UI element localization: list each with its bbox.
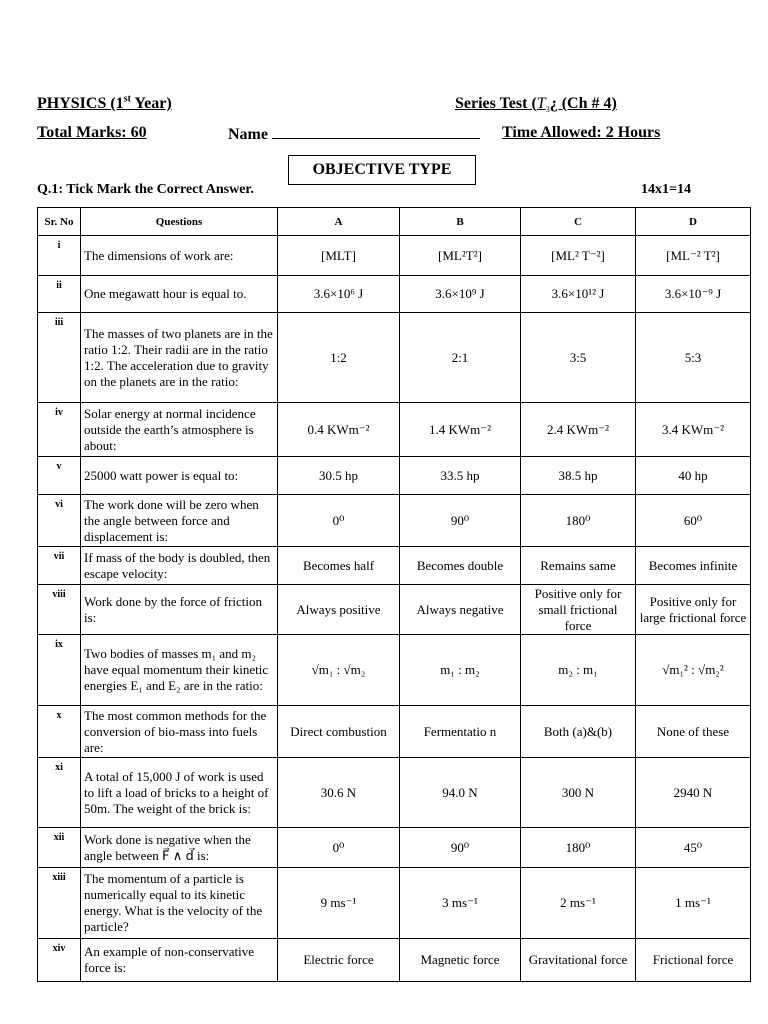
option-a-cell: √m₁ : √m₂ — [278, 635, 400, 706]
question-cell: Solar energy at normal incidence outside the earth’s atmosphere is about: — [81, 403, 278, 457]
option-d-cell: Frictional force — [636, 939, 751, 982]
subject-text: PHYSICS (1 — [37, 95, 124, 112]
option-d-cell: 40 hp — [636, 457, 751, 495]
marks-formula: 14x1=14 — [641, 182, 691, 197]
option-d-cell: 3.6×10⁻⁹ J — [636, 276, 751, 313]
header-option-d: D — [636, 208, 751, 236]
table-row — [38, 495, 751, 547]
option-c-cell: Both (a)&(b) — [521, 706, 636, 758]
row-number: ix — [38, 635, 81, 706]
series-subscript: 3 — [545, 105, 550, 115]
row-number: i — [38, 236, 81, 276]
table-row — [38, 706, 751, 758]
header-option-a: A — [278, 208, 400, 236]
objective-type-box: OBJECTIVE TYPE — [288, 155, 476, 185]
row-number: vii — [38, 547, 81, 585]
name-blank-line — [272, 124, 480, 139]
option-a-cell: 1:2 — [278, 313, 400, 403]
option-c-cell: 3:5 — [521, 313, 636, 403]
option-b-cell: Becomes double — [400, 547, 521, 585]
table-row — [38, 457, 751, 495]
name-label: Name — [228, 126, 268, 143]
option-c-cell: 300 N — [521, 758, 636, 828]
table-row — [38, 313, 751, 403]
header-sr-no: Sr. No — [38, 208, 81, 236]
table-row — [38, 547, 751, 585]
total-marks: Total Marks: 60 — [37, 124, 147, 141]
table-row — [38, 758, 751, 828]
row-number: xii — [38, 828, 81, 868]
row-number: xiii — [38, 868, 81, 939]
row-number: ii — [38, 276, 81, 313]
option-b-cell: 3.6×10⁹ J — [400, 276, 521, 313]
option-d-cell: Positive only for large frictional force — [636, 585, 751, 635]
option-b-cell: [ML²T²] — [400, 236, 521, 276]
header-questions: Questions — [81, 208, 278, 236]
option-c-cell: 2 ms⁻¹ — [521, 868, 636, 939]
question-cell: Work done is negative when the angle between F⃗ ∧ d⃗ is: — [81, 828, 278, 868]
option-b-cell: 90⁰ — [400, 495, 521, 547]
option-c-cell: 180⁰ — [521, 495, 636, 547]
row-number: iii — [38, 313, 81, 403]
option-c-cell: Positive only for small frictional force — [521, 585, 636, 635]
table-header-row — [38, 208, 751, 236]
row-number: x — [38, 706, 81, 758]
option-a-cell: 30.6 N — [278, 758, 400, 828]
series-test-title — [455, 95, 617, 113]
question-cell: An example of non-conservative force is: — [81, 939, 278, 982]
option-a-cell: Always positive — [278, 585, 400, 635]
subject-sup: st — [123, 93, 131, 105]
table-row — [38, 828, 751, 868]
question-cell: The most common methods for the conversion of bio-mass into fuels are: — [81, 706, 278, 758]
option-c-cell: 180⁰ — [521, 828, 636, 868]
option-d-cell: √m₁² : √m₂² — [636, 635, 751, 706]
row-number: v — [38, 457, 81, 495]
option-d-cell: 45⁰ — [636, 828, 751, 868]
time-allowed: Time Allowed: 2 Hours — [502, 124, 661, 141]
table-row — [38, 939, 751, 982]
option-c-cell: 38.5 hp — [521, 457, 636, 495]
question-cell: Two bodies of masses m₁ and m₂ have equal momentum their kinetic energies E₁ and E₂ are in the ratio: — [81, 635, 278, 706]
question-cell: If mass of the body is doubled, then escape velocity: — [81, 547, 278, 585]
option-d-cell: None of these — [636, 706, 751, 758]
subject-title — [37, 95, 172, 113]
row-number: xi — [38, 758, 81, 828]
option-b-cell: 90⁰ — [400, 828, 521, 868]
question-cell: The work done will be zero when the angle between force and displacement is: — [81, 495, 278, 547]
option-b-cell: Always negative — [400, 585, 521, 635]
table-row — [38, 403, 751, 457]
option-b-cell: 2:1 — [400, 313, 521, 403]
table-row — [38, 236, 751, 276]
option-b-cell: m₁ : m₂ — [400, 635, 521, 706]
questions-table — [37, 207, 751, 982]
header-option-c: C — [521, 208, 636, 236]
option-a-cell: 3.6×10⁶ J — [278, 276, 400, 313]
series-prefix: Series Test ( — [455, 95, 537, 112]
option-d-cell: 1 ms⁻¹ — [636, 868, 751, 939]
option-c-cell: 3.6×10¹² J — [521, 276, 636, 313]
option-a-cell: 30.5 hp — [278, 457, 400, 495]
subject-tail: Year) — [130, 95, 172, 112]
header-option-b: B — [400, 208, 521, 236]
option-b-cell: Fermentatio n — [400, 706, 521, 758]
option-b-cell: Magnetic force — [400, 939, 521, 982]
table-row — [38, 635, 751, 706]
option-b-cell: 94.0 N — [400, 758, 521, 828]
question-cell: The momentum of a particle is numerically equal to its kinetic energy. What is the velocity of the particle? — [81, 868, 278, 939]
option-c-cell: Gravitational force — [521, 939, 636, 982]
option-a-cell: 9 ms⁻¹ — [278, 868, 400, 939]
name-field — [228, 124, 480, 144]
instruction: Q.1: Tick Mark the Correct Answer. — [37, 182, 254, 197]
option-d-cell: 3.4 KWm⁻² — [636, 403, 751, 457]
row-number: iv — [38, 403, 81, 457]
option-d-cell: [ML⁻² T²] — [636, 236, 751, 276]
question-cell: Work done by the force of friction is: — [81, 585, 278, 635]
question-cell: The dimensions of work are: — [81, 236, 278, 276]
option-d-cell: Becomes infinite — [636, 547, 751, 585]
option-b-cell: 33.5 hp — [400, 457, 521, 495]
option-c-cell: Remains same — [521, 547, 636, 585]
option-a-cell: Electric force — [278, 939, 400, 982]
option-a-cell: [MLT] — [278, 236, 400, 276]
series-tail: ¿ (Ch # 4) — [549, 95, 617, 112]
option-b-cell: 1.4 KWm⁻² — [400, 403, 521, 457]
row-number: viii — [38, 585, 81, 635]
option-a-cell: 0⁰ — [278, 495, 400, 547]
option-b-cell: 3 ms⁻¹ — [400, 868, 521, 939]
question-cell: 25000 watt power is equal to: — [81, 457, 278, 495]
row-number: xiv — [38, 939, 81, 982]
option-d-cell: 2940 N — [636, 758, 751, 828]
option-c-cell: 2.4 KWm⁻² — [521, 403, 636, 457]
table-row — [38, 868, 751, 939]
option-d-cell: 60⁰ — [636, 495, 751, 547]
option-a-cell: 0.4 KWm⁻² — [278, 403, 400, 457]
question-cell: A total of 15,000 J of work is used to lift a load of bricks to a height of 50m. The weight of the brick is: — [81, 758, 278, 828]
series-symbol: T — [536, 95, 546, 112]
table-row — [38, 585, 751, 635]
option-a-cell: 0⁰ — [278, 828, 400, 868]
question-cell: The masses of two planets are in the ratio 1:2. Their radii are in the ratio 1:2. The acceleration due to gravity on the planets are in the ratio: — [81, 313, 278, 403]
option-a-cell: Becomes half — [278, 547, 400, 585]
question-cell: One megawatt hour is equal to. — [81, 276, 278, 313]
table-row — [38, 276, 751, 313]
option-a-cell: Direct combustion — [278, 706, 400, 758]
option-d-cell: 5:3 — [636, 313, 751, 403]
row-number: vi — [38, 495, 81, 547]
option-c-cell: [ML² T⁻²] — [521, 236, 636, 276]
option-c-cell: m₂ : m₁ — [521, 635, 636, 706]
